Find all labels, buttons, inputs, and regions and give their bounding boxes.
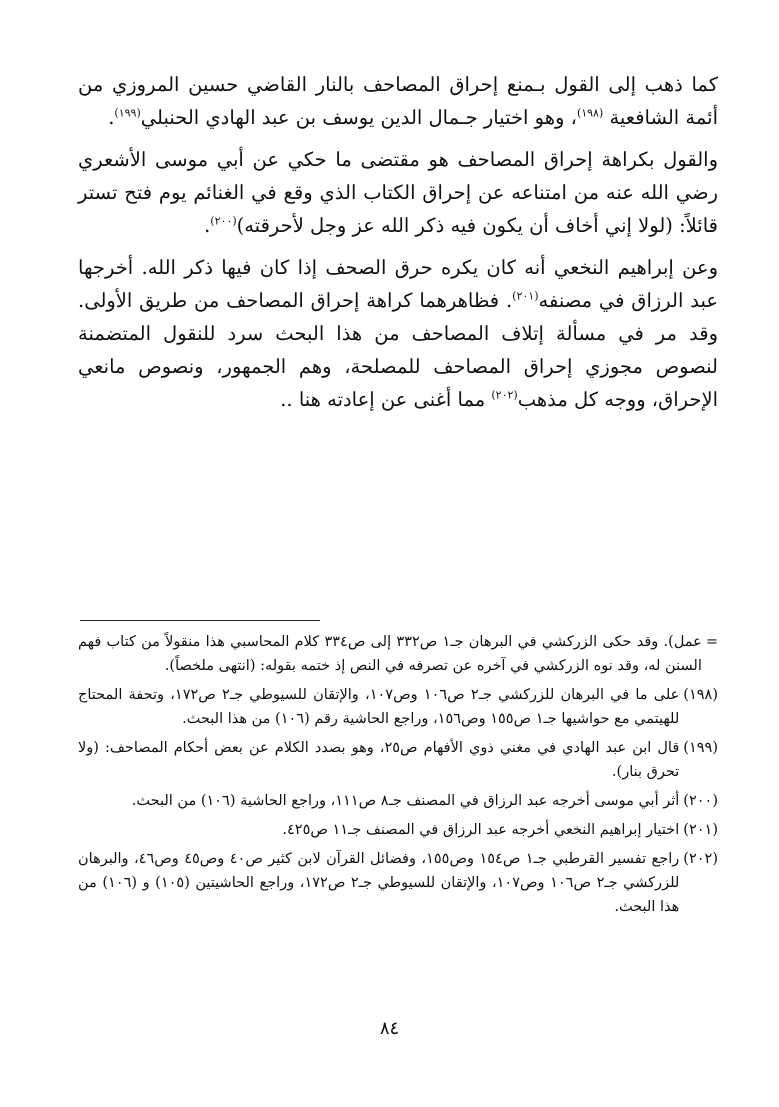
footnote-number: (٢٠١) xyxy=(683,822,718,838)
footnote-198 xyxy=(78,683,718,731)
paragraph-text: كما ذهب إلى القول بـمنع إحراق المصاحف بالنار القاضي حسين المروزي من أئمة الشافعية xyxy=(78,73,718,129)
footnote-ref-202: (٢٠٢) xyxy=(491,388,518,402)
footnote-number: (٢٠٢) xyxy=(683,851,718,867)
footnote-ref-201: (٢٠١) xyxy=(512,289,539,303)
footnote-201 xyxy=(78,818,718,842)
footnote-text: أثر أبي موسى أخرجه عبد الرزاق في المصنف جـ٨ ص١١١، وراجع الحاشية (١٠٦) من البحث. xyxy=(131,793,680,809)
footnote-202 xyxy=(78,847,718,919)
footnote-separator xyxy=(80,620,320,621)
footnote-number: (١٩٨) xyxy=(683,687,718,703)
paragraph-text: وعن إبراهيم النخعي أنه كان يكره حرق الصحف إذا كان فيها ذكر الله. أخرجها عبد الرزاق في مصنفه xyxy=(78,256,718,312)
paragraph-text: والقول بكراهة إحراق المصاحف هو مقتضى ما حكي عن أبي موسى الأشعري رضي الله عنه من امتناعه عن إحراق الكتاب الذي وقع في الغنائم يوم فتح تستر قائلاً: (لولا إني أخاف أن يكون فيه ذكر الله عز وجل لأحرقته) xyxy=(78,148,718,237)
footnote-text: راجع تفسير القرطبي جـ١ ص١٥٤ وص١٥٥، وفضائل القرآن لابن كثير ص٤٠ وص٤٥ وص٤٦، والبرهان للزركشي جـ٢ ص١٠٦ وص١٠٧، والإتقان للسيوطي جـ٢ ص١٧٢، وراجع الحاشيتين (١٠٥) و (١٠٦) من هذا البحث. xyxy=(78,851,680,915)
footnotes xyxy=(78,630,718,924)
footnote-continuation xyxy=(78,630,718,678)
paragraph-text: مما أغنى عن إعادته هنا .. xyxy=(280,388,492,411)
paragraph-text: ، وهو اختيار جـمال الدين يوسف بن عبد الهادي الحنبلي xyxy=(140,106,577,129)
main-text xyxy=(78,68,718,425)
footnote-number: = xyxy=(705,634,718,650)
footnote-number: (٢٠٠) xyxy=(683,793,718,809)
footnote-ref-199: (١٩٩) xyxy=(114,106,141,120)
page-number: ٨٤ xyxy=(379,1018,400,1039)
footnote-text: عمل). وقد حكى الزركشي في البرهان جـ١ ص٣٣٢ إلى ص٣٣٤ كلام المحاسبي هذا منقولاً من كتاب فهم السنن له، وقد نوه الزركشي في آخره عن تصرفه في النص إذ ختمه بقوله: (انتهى ملخصاً). xyxy=(78,634,702,674)
footnote-ref-198: (١٩٨) xyxy=(576,106,604,120)
paragraph-text: . xyxy=(204,214,211,237)
paragraph-3 xyxy=(78,251,718,416)
paragraph-text: . xyxy=(108,106,115,129)
paragraph-1 xyxy=(78,68,718,134)
footnote-text: قال ابن عبد الهادي في مغني ذوي الأفهام ص٢٥، وهو بصدد الكلام عن بعض أحكام المصاحف: (ولا تحرق بنار). xyxy=(78,740,680,780)
footnote-ref-200: (٢٠٠) xyxy=(210,214,237,228)
footnote-text: اختيار إبراهيم النخعي أخرجه عبد الرزاق في المصنف جـ١١ ص٤٢٥. xyxy=(282,822,680,838)
footnote-200 xyxy=(78,789,718,813)
paragraph-text: . فظاهرهما كراهة إحراق المصاحف من طريق الأولى. وقد مر في مسألة إتلاف المصاحف من هذا البحث سرد للنقول المتضمنة لنصوص مجوزي إحراق المصاحف للمصلحة، وهم الجمهور، ونصوص مانعي الإحراق، ووجه كل مذهب xyxy=(78,289,718,411)
footnote-text: على ما في البرهان للزركشي جـ٢ ص١٠٦ وص١٠٧، والإتقان للسيوطي جـ٢ ص١٧٢، وتحفة المحتاج للهيتمي مع حواشيها جـ١ ص١٥٥ وص١٥٦، وراجع الحاشية رقم (١٠٦) من هذا البحث. xyxy=(78,687,680,727)
footnote-number: (١٩٩) xyxy=(683,740,718,756)
paragraph-2 xyxy=(78,143,718,242)
footnote-199 xyxy=(78,736,718,784)
